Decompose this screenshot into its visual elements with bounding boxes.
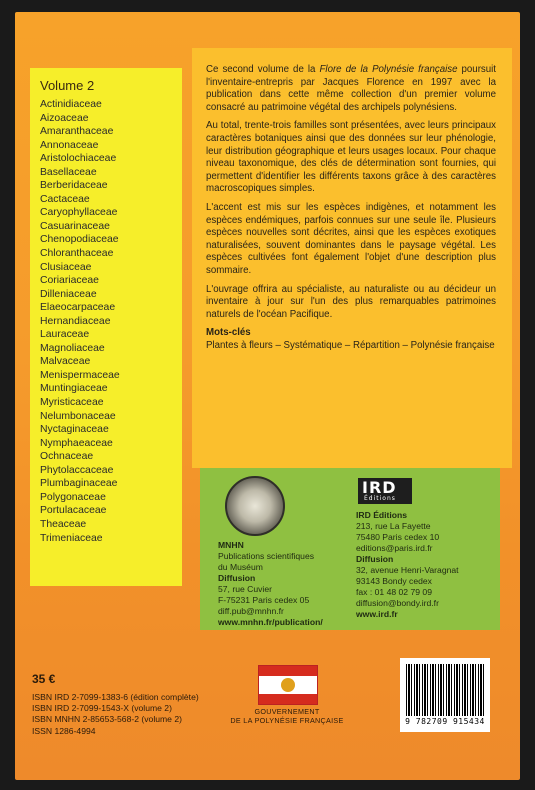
paragraph-2: Au total, trente-trois familles sont présentées, avec leurs principaux caractères botaniques ainsi que des données sur leur phénologie, leur distribution géographique et leurs usages locaux. Pour chaque niveau taxonomique, des clés de détermination sont fournies, qui permettent d'identifier les différents taxons grâce à des caractères macroscopiques simples. <box>206 120 496 195</box>
family-item: Chenopodiaceae <box>40 234 119 246</box>
family-item: Menispermaceae <box>40 369 120 381</box>
polynesia-flag-icon <box>258 665 318 705</box>
mnhn-url[interactable]: www.mnhn.fr/publication/ <box>218 617 323 627</box>
family-item: Cactaceae <box>40 193 90 205</box>
keywords: Plantes à fleurs – Systématique – Répartition – Polynésie française <box>206 339 495 351</box>
family-item: Annonaceae <box>40 139 99 151</box>
price: 35 € <box>32 672 56 686</box>
ird-logo: IRD Éditions <box>358 478 412 504</box>
ird-url[interactable]: www.ird.fr <box>356 609 398 619</box>
ird-contact: IRD Éditions 213, rue La Fayette 75480 Paris cedex 10 editions@paris.ird.fr Diffusion 32, avenue Henri-Varagnat 93143 Bondy cedex fax : 01 48 02 79 09 diffusion@bondy.ird.fr www.ird.fr <box>356 510 459 619</box>
family-item: Portulacaceae <box>40 505 107 517</box>
description-text <box>206 64 496 352</box>
description-panel <box>192 48 512 468</box>
barcode-bars <box>406 664 484 716</box>
mnhn-contact: MNHN Publications scientifiques du Muséum Diffusion 57, rue Cuvier F-75231 Paris cedex 05 diff.pub@mnhn.fr www.mnhn.fr/publication/ <box>218 540 323 627</box>
family-item: Hernandiaceae <box>40 315 111 327</box>
family-item: Actinidiaceae <box>40 99 102 110</box>
family-item: Nyctaginaceae <box>40 424 109 436</box>
family-item: Chloranthaceae <box>40 248 114 260</box>
family-item: Trimeniaceae <box>40 532 103 544</box>
paragraph-3: L'accent est mis sur les espèces indigènes, et notamment les espèces endémiques, parfois connues sur une seule île. Plusieurs espèces nouvelles sont décrites, ainsi que les espèces exotiques naturalisées, souvent dominantes dans le paysage végétal. Les espèces cultivées font également l'objet d'une description plus sommaire. <box>206 201 496 276</box>
families-panel <box>30 68 182 586</box>
family-item: Phytolaccaceae <box>40 464 114 476</box>
family-item: Ochnaceae <box>40 451 94 463</box>
family-item: Polygonaceae <box>40 491 106 503</box>
family-list <box>40 98 120 545</box>
paragraph-4: L'ouvrage offrira au spécialiste, au naturaliste ou au décideur un inventaire à jour sur l'un des plus remarquables patrimoines naturels de l'océan Pacifique. <box>206 283 496 320</box>
publisher-panel <box>200 468 500 630</box>
mnhn-seal-logo <box>225 476 285 536</box>
family-item: Nelumbonaceae <box>40 410 116 422</box>
family-item: Basellaceae <box>40 166 97 178</box>
family-item: Caryophyllaceae <box>40 207 118 219</box>
family-item: Lauraceae <box>40 329 90 341</box>
family-item: Coriariaceae <box>40 275 99 287</box>
government-label: GOUVERNEMENT DE LA POLYNÉSIE FRANÇAISE <box>230 707 344 725</box>
paragraph-1: Ce second volume de la Flore de la Polynésie française poursuit l'inventaire-entrepris par Jacques Florence en 1997 avec la publication dans cette même collection d'un premier volume consacré au patrimoine végétal des archipels polynésiens. <box>206 64 496 113</box>
family-item: Nymphaeaceae <box>40 437 113 449</box>
family-item: Amaranthaceae <box>40 126 114 138</box>
family-item: Theaceae <box>40 518 87 530</box>
isbn-list: ISBN IRD 2-7099-1383-6 (édition complète) ISBN IRD 2-7099-1543-X (volume 2) ISBN MNHN 2-85653-568-2 (volume 2) ISSN 1286-4994 <box>32 692 199 736</box>
family-item: Casuarinaceae <box>40 220 110 232</box>
family-item: Malvaceae <box>40 356 91 368</box>
family-item: Myristicaceae <box>40 397 104 409</box>
family-item: Berberidaceae <box>40 180 108 192</box>
family-item: Clusiaceae <box>40 261 92 273</box>
family-item: Aizoaceae <box>40 112 89 124</box>
family-item: Plumbaginaceae <box>40 478 118 490</box>
family-item: Muntingiaceae <box>40 383 108 395</box>
barcode-number: 9 782709 915434 <box>405 717 485 726</box>
family-item: Dilleniaceae <box>40 288 97 300</box>
family-item: Aristolochiaceae <box>40 153 117 165</box>
barcode <box>400 658 490 732</box>
keywords-title: Mots-clés <box>206 327 251 339</box>
family-item: Elaeocarpaceae <box>40 302 116 314</box>
family-item: Magnoliaceae <box>40 342 105 354</box>
volume-label: Volume 2 <box>40 78 95 93</box>
